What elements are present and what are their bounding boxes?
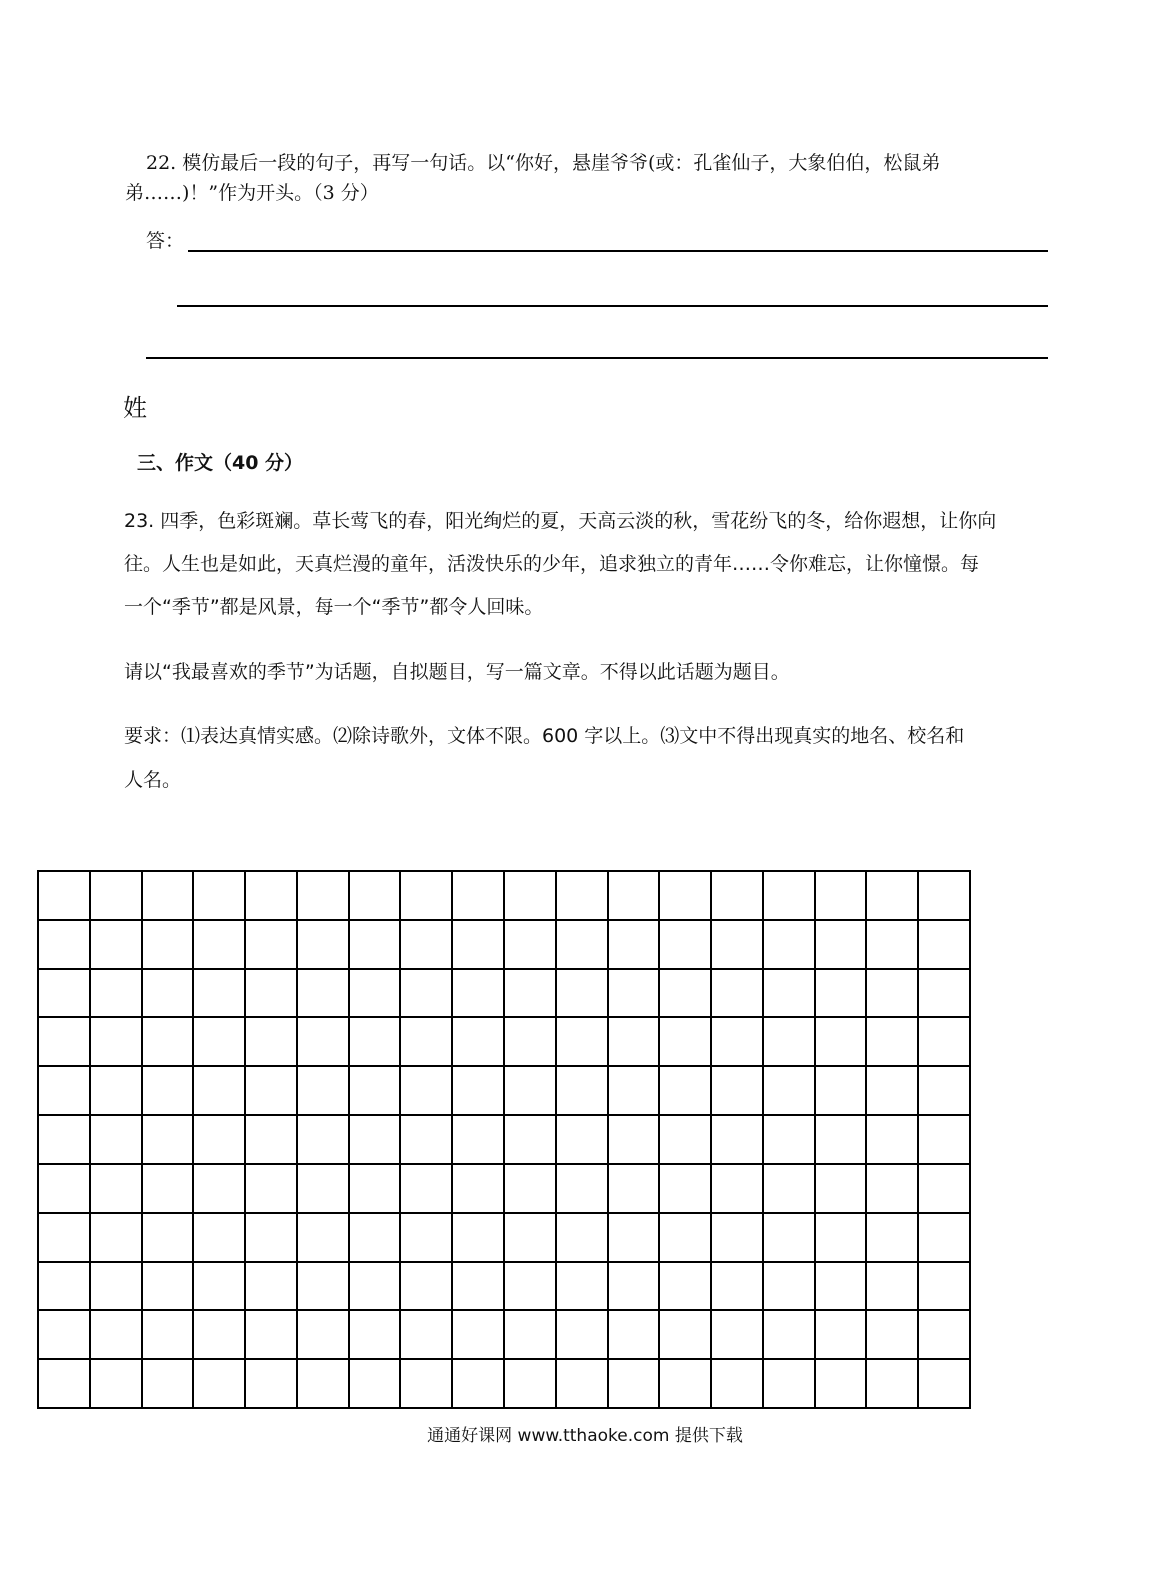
grid-cell[interactable] [298,1018,350,1067]
grid-cell[interactable] [298,1165,350,1214]
grid-cell[interactable] [557,921,609,970]
grid-cell[interactable] [298,1116,350,1165]
grid-cell[interactable] [298,970,350,1019]
grid-cell[interactable] [350,1067,402,1116]
grid-cell[interactable] [194,872,246,921]
grid-cell[interactable] [39,1116,91,1165]
grid-cell[interactable] [660,1311,712,1360]
grid-cell[interactable] [298,1214,350,1263]
grid-cell[interactable] [401,921,453,970]
grid-cell[interactable] [453,1263,505,1312]
grid-cell[interactable] [764,970,816,1019]
grid-cell[interactable] [194,1018,246,1067]
grid-cell[interactable] [660,970,712,1019]
grid-cell[interactable] [143,1018,195,1067]
grid-cell[interactable] [453,1067,505,1116]
grid-cell[interactable] [919,1263,971,1312]
grid-cell[interactable] [194,970,246,1019]
grid-cell[interactable] [557,1165,609,1214]
grid-cell[interactable] [401,1018,453,1067]
grid-cell[interactable] [712,872,764,921]
grid-cell[interactable] [350,1360,402,1409]
grid-cell[interactable] [350,872,402,921]
answer-line-2[interactable] [177,305,1048,307]
grid-cell[interactable] [867,1067,919,1116]
grid-cell[interactable] [816,921,868,970]
grid-cell[interactable] [401,1311,453,1360]
grid-cell[interactable] [350,921,402,970]
grid-cell[interactable] [401,1263,453,1312]
grid-cell[interactable] [919,1214,971,1263]
grid-cell[interactable] [401,1214,453,1263]
grid-cell[interactable] [143,921,195,970]
grid-cell[interactable] [816,872,868,921]
grid-cell[interactable] [194,1116,246,1165]
grid-cell[interactable] [557,1018,609,1067]
section-3-heading: 三、作文（40 分） [137,452,304,474]
grid-cell[interactable] [350,1263,402,1312]
grid-cell[interactable] [609,1214,661,1263]
grid-cell[interactable] [816,1018,868,1067]
grid-cell[interactable] [919,1018,971,1067]
grid-cell[interactable] [867,872,919,921]
grid-cell[interactable] [557,970,609,1019]
grid-cell[interactable] [609,1018,661,1067]
grid-cell[interactable] [816,970,868,1019]
grid-cell[interactable] [143,1165,195,1214]
grid-cell[interactable] [919,970,971,1019]
grid-cell[interactable] [143,1116,195,1165]
grid-cell[interactable] [143,1360,195,1409]
grid-cell[interactable] [557,1116,609,1165]
grid-cell[interactable] [867,970,919,1019]
grid-cell[interactable] [867,1311,919,1360]
grid-cell[interactable] [453,970,505,1019]
grid-cell[interactable] [867,1263,919,1312]
grid-cell[interactable] [660,1214,712,1263]
grid-cell[interactable] [919,1311,971,1360]
grid-cell[interactable] [39,1214,91,1263]
grid-cell[interactable] [194,921,246,970]
grid-cell[interactable] [816,1067,868,1116]
grid-cell[interactable] [453,1018,505,1067]
answer-line-3[interactable] [146,357,1048,359]
grid-cell[interactable] [764,921,816,970]
grid-cell[interactable] [557,1360,609,1409]
grid-cell[interactable] [194,1214,246,1263]
answer-label: 答： [146,230,185,252]
grid-cell[interactable] [91,1067,143,1116]
grid-cell[interactable] [401,872,453,921]
footer-source: 通通好课网 www.tthaoke.com 提供下载 [427,1426,743,1446]
grid-cell[interactable] [401,970,453,1019]
grid-cell[interactable] [246,1214,298,1263]
grid-cell[interactable] [764,1018,816,1067]
grid-cell[interactable] [505,921,557,970]
grid-cell[interactable] [91,1263,143,1312]
grid-cell[interactable] [194,1311,246,1360]
grid-cell[interactable] [91,1214,143,1263]
grid-cell[interactable] [660,1067,712,1116]
q23-text-line3: 一个“季节”都是风景，每一个“季节”都令人回味。 [124,596,544,618]
grid-cell[interactable] [453,1311,505,1360]
grid-cell[interactable] [919,921,971,970]
grid-cell[interactable] [660,1360,712,1409]
grid-cell[interactable] [712,1018,764,1067]
grid-cell[interactable] [867,921,919,970]
grid-cell[interactable] [39,970,91,1019]
grid-cell[interactable] [39,872,91,921]
grid-cell[interactable] [816,1214,868,1263]
grid-cell[interactable] [39,1067,91,1116]
grid-cell[interactable] [712,1116,764,1165]
grid-cell[interactable] [91,1116,143,1165]
grid-cell[interactable] [91,921,143,970]
q23-text-line1: 23. 四季，色彩斑斓。草长莺飞的春，阳光绚烂的夏，天高云淡的秋，雪花纷飞的冬，给你遐想，让你向 [124,510,997,532]
grid-cell[interactable] [350,1214,402,1263]
grid-cell[interactable] [350,1018,402,1067]
grid-cell[interactable] [246,1067,298,1116]
grid-cell[interactable] [919,1165,971,1214]
grid-cell[interactable] [764,872,816,921]
grid-cell[interactable] [557,1263,609,1312]
grid-cell[interactable] [194,1165,246,1214]
grid-cell[interactable] [764,1116,816,1165]
grid-cell[interactable] [764,1165,816,1214]
grid-cell[interactable] [39,1360,91,1409]
grid-cell[interactable] [350,1311,402,1360]
q23-text-line2: 往。人生也是如此，天真烂漫的童年，活泼快乐的少年，追求独立的青年……令你难忘，让你憧憬。每 [124,553,980,575]
grid-cell[interactable] [91,1360,143,1409]
grid-cell[interactable] [246,872,298,921]
grid-cell[interactable] [298,1263,350,1312]
grid-cell[interactable] [660,1018,712,1067]
grid-cell[interactable] [919,1116,971,1165]
grid-cell[interactable] [91,1311,143,1360]
grid-cell[interactable] [557,872,609,921]
grid-cell[interactable] [816,1311,868,1360]
grid-cell[interactable] [609,1116,661,1165]
grid-cell[interactable] [867,1018,919,1067]
grid-cell[interactable] [505,872,557,921]
grid-cell[interactable] [39,1263,91,1312]
grid-cell[interactable] [453,1116,505,1165]
grid-cell[interactable] [867,1360,919,1409]
grid-cell[interactable] [609,921,661,970]
grid-cell[interactable] [298,1067,350,1116]
grid-cell[interactable] [350,970,402,1019]
grid-cell[interactable] [660,1165,712,1214]
grid-cell[interactable] [246,1165,298,1214]
grid-cell[interactable] [194,1263,246,1312]
grid-cell[interactable] [143,1067,195,1116]
grid-cell[interactable] [453,872,505,921]
grid-cell[interactable] [453,1360,505,1409]
grid-cell[interactable] [39,1311,91,1360]
grid-cell[interactable] [401,1067,453,1116]
grid-cell[interactable] [919,872,971,921]
stray-character: 姓 [123,394,147,422]
grid-cell[interactable] [143,1214,195,1263]
grid-cell[interactable] [453,1214,505,1263]
grid-cell[interactable] [505,1360,557,1409]
grid-cell[interactable] [764,1360,816,1409]
grid-cell[interactable] [246,1311,298,1360]
grid-cell[interactable] [91,1165,143,1214]
grid-cell[interactable] [712,1360,764,1409]
grid-cell[interactable] [505,1214,557,1263]
grid-cell[interactable] [350,1116,402,1165]
grid-cell[interactable] [867,1165,919,1214]
grid-cell[interactable] [557,1214,609,1263]
grid-cell[interactable] [453,921,505,970]
q23-requirements-line1: 要求：⑴表达真情实感。⑵除诗歌外，文体不限。600 字以上。⑶文中不得出现真实的地名、校名和 [124,725,965,747]
grid-cell[interactable] [143,1263,195,1312]
answer-line-1[interactable] [188,250,1048,252]
grid-cell[interactable] [816,1360,868,1409]
grid-cell[interactable] [91,970,143,1019]
composition-grid[interactable] [37,870,971,1409]
grid-cell[interactable] [298,872,350,921]
grid-cell[interactable] [816,1165,868,1214]
grid-cell[interactable] [246,970,298,1019]
grid-cell[interactable] [764,1311,816,1360]
grid-cell[interactable] [712,1067,764,1116]
grid-cell[interactable] [350,1165,402,1214]
grid-cell[interactable] [867,1214,919,1263]
grid-cell[interactable] [143,1311,195,1360]
grid-cell[interactable] [246,1018,298,1067]
q22-prompt-line1: 22. 模仿最后一段的句子，再写一句话。以“你好，悬崖爷爷(或：孔雀仙子，大象伯伯，松鼠弟 [146,152,941,174]
grid-cell[interactable] [764,1263,816,1312]
q22-prompt-line2: 弟……)！”作为开头。（3 分） [125,182,379,204]
grid-cell[interactable] [505,1311,557,1360]
grid-cell[interactable] [609,1067,661,1116]
grid-cell[interactable] [609,1165,661,1214]
grid-cell[interactable] [194,1067,246,1116]
grid-cell[interactable] [143,970,195,1019]
grid-cell[interactable] [764,1214,816,1263]
grid-cell[interactable] [712,970,764,1019]
q23-requirements-line2: 人名。 [124,769,182,791]
grid-cell[interactable] [298,1360,350,1409]
grid-cell[interactable] [557,1067,609,1116]
grid-cell[interactable] [816,1116,868,1165]
grid-cell[interactable] [867,1116,919,1165]
grid-cell[interactable] [609,872,661,921]
grid-cell[interactable] [712,1263,764,1312]
grid-cell[interactable] [557,1311,609,1360]
grid-cell[interactable] [91,872,143,921]
grid-cell[interactable] [246,1116,298,1165]
grid-cell[interactable] [609,1360,661,1409]
grid-cell[interactable] [143,872,195,921]
grid-cell[interactable] [298,921,350,970]
grid-cell[interactable] [505,1263,557,1312]
grid-cell[interactable] [764,1067,816,1116]
grid-cell[interactable] [609,1263,661,1312]
grid-cell[interactable] [919,1360,971,1409]
grid-cell[interactable] [39,921,91,970]
grid-cell[interactable] [609,1311,661,1360]
grid-cell[interactable] [660,872,712,921]
grid-cell[interactable] [401,1165,453,1214]
grid-cell[interactable] [401,1116,453,1165]
grid-cell[interactable] [194,1360,246,1409]
grid-cell[interactable] [246,1360,298,1409]
q23-topic-instruction: 请以“我最喜欢的季节”为话题，自拟题目，写一篇文章。不得以此话题为题目。 [124,661,790,683]
grid-cell[interactable] [660,1116,712,1165]
grid-cell[interactable] [505,1165,557,1214]
grid-cell[interactable] [505,1116,557,1165]
grid-cell[interactable] [660,1263,712,1312]
grid-cell[interactable] [298,1311,350,1360]
grid-cell[interactable] [246,1263,298,1312]
grid-cell[interactable] [816,1263,868,1312]
grid-cell[interactable] [712,921,764,970]
grid-cell[interactable] [712,1311,764,1360]
grid-cell[interactable] [505,1067,557,1116]
grid-cell[interactable] [401,1360,453,1409]
grid-cell[interactable] [246,921,298,970]
grid-cell[interactable] [39,1018,91,1067]
grid-cell[interactable] [660,921,712,970]
grid-cell[interactable] [505,970,557,1019]
grid-cell[interactable] [919,1067,971,1116]
grid-cell[interactable] [453,1165,505,1214]
grid-cell[interactable] [712,1214,764,1263]
grid-cell[interactable] [712,1165,764,1214]
grid-cell[interactable] [609,970,661,1019]
grid-cell[interactable] [505,1018,557,1067]
grid-cell[interactable] [91,1018,143,1067]
grid-cell[interactable] [39,1165,91,1214]
